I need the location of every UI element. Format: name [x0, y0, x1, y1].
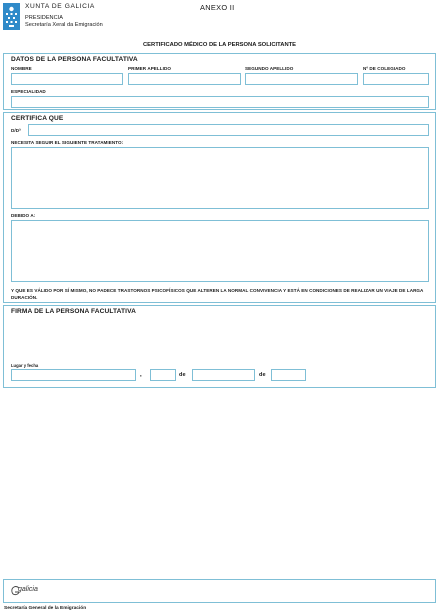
- label-lugar-fecha: Lugar y fecha: [11, 363, 39, 368]
- footer-brand: galicia: [18, 586, 38, 593]
- label-tratamiento: NECESITA SEGUIR EL SIGUIENTE TRATAMIENTO:: [11, 140, 124, 145]
- logo-name: XUNTA DE GALICIA: [25, 3, 95, 10]
- section-firma-title: FIRMA DE LA PERSONA FACULTATIVA: [11, 308, 136, 315]
- label-de-2: de: [259, 372, 266, 378]
- section-certifica: [3, 112, 436, 303]
- segundo-apellido-input[interactable]: [245, 73, 358, 85]
- header: [0, 0, 439, 36]
- nombre-input[interactable]: [11, 73, 123, 85]
- dia-input[interactable]: [150, 369, 176, 381]
- label-segundo-apellido: SEGUNDO APELLIDO: [245, 66, 294, 71]
- primer-apellido-input[interactable]: [128, 73, 241, 85]
- sub-department-name: Secretaría Xeral da Emigración: [25, 22, 103, 28]
- declaration-text: Y QUE ES VÁLIDO POR SÍ MISMO, NO PADECE TRASTORNOS PSICOFÍSICOS QUE ALTEREN LA NORMAL CONVIVENCIA Y ESTÁ EN CONDICIONES DE REALIZAR UN VIAJE DE LARGA DURACIÓN.: [11, 288, 424, 301]
- section-datos-facultativa: [3, 53, 436, 110]
- label-especialidad: ESPECIALIDAD: [11, 89, 46, 94]
- section-certifica-title: CERTIFICA QUE: [11, 115, 64, 122]
- ano-input[interactable]: [271, 369, 306, 381]
- xunta-logo-icon: [3, 3, 20, 30]
- label-primer-apellido: PRIMER APELLIDO: [128, 66, 171, 71]
- annex-label: ANEXO II: [200, 3, 235, 12]
- colegiado-input[interactable]: [363, 73, 429, 85]
- especialidad-input[interactable]: [11, 96, 429, 108]
- tratamiento-textarea[interactable]: [11, 147, 429, 209]
- footer-org: Secretaría General de la Emigración: [4, 606, 87, 611]
- section-firma: [3, 305, 436, 388]
- department-name: PRESIDENCIA: [25, 15, 63, 21]
- mes-input[interactable]: [192, 369, 255, 381]
- comma-separator: ,: [140, 372, 142, 378]
- document-title: CERTIFICADO MÉDICO DE LA PERSONA SOLICITANTE: [142, 42, 297, 48]
- label-colegiado: Nº DE COLEGIADO: [363, 66, 406, 71]
- label-dd: D/Dª: [11, 128, 21, 133]
- footer-bar: [3, 579, 436, 603]
- label-debido: DEBIDO A:: [11, 213, 36, 218]
- label-nombre: NOMBRE: [11, 66, 32, 71]
- lugar-input[interactable]: [11, 369, 136, 381]
- dd-input[interactable]: [28, 124, 429, 136]
- section-datos-title: DATOS DE LA PERSONA FACULTATIVA: [11, 56, 138, 63]
- label-de-1: de: [179, 372, 186, 378]
- debido-textarea[interactable]: [11, 220, 429, 282]
